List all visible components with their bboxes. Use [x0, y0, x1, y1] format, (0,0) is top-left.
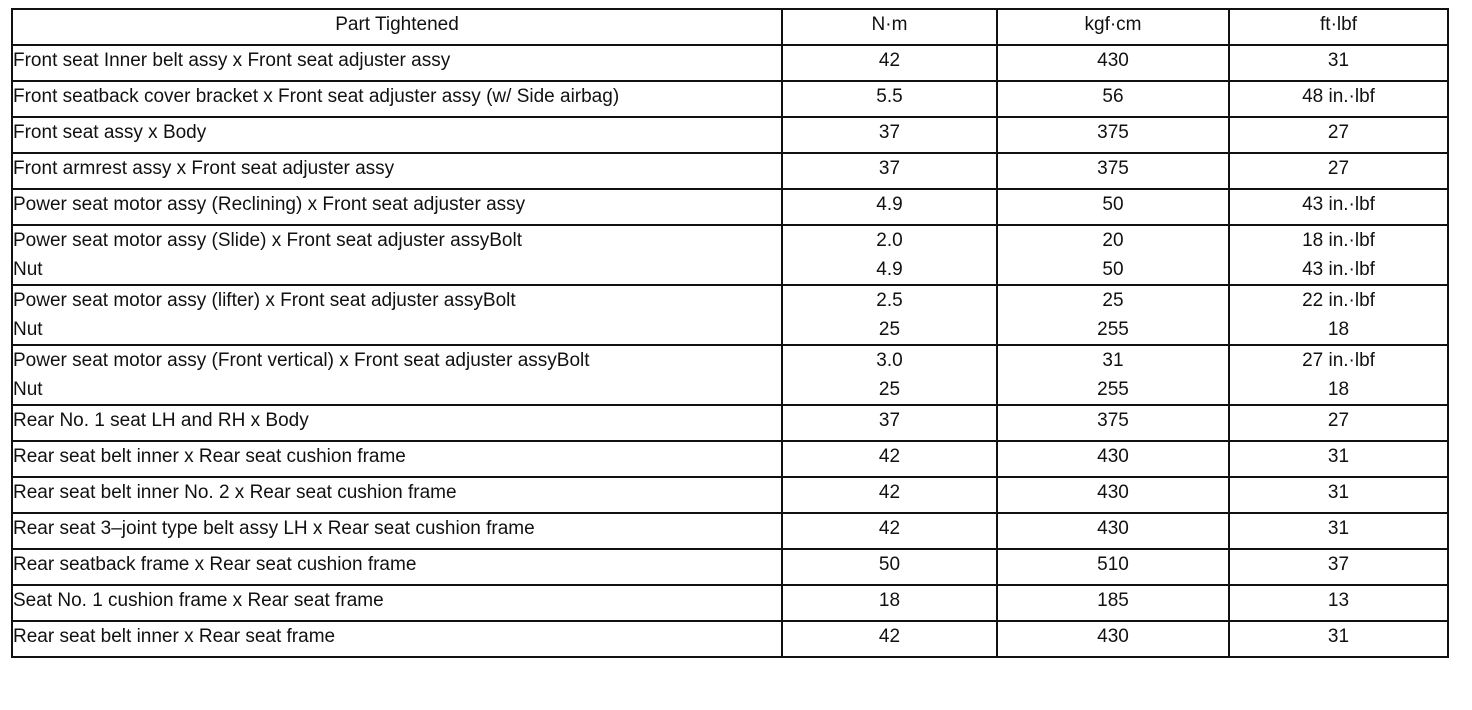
part-line [13, 255, 781, 284]
nm-cell: 18 [782, 585, 997, 621]
ft-lbf-cell: 31 [1229, 45, 1448, 81]
fastener-label: Bolt [556, 350, 590, 371]
table-row [12, 585, 1448, 621]
table-row [12, 549, 1448, 585]
kgf-cm-value: 31 [1102, 350, 1124, 371]
part-label: Power seat motor assy (lifter) x Front seat adjuster assy [13, 290, 483, 311]
kgf-cm-cell: 375 [997, 405, 1229, 441]
kgf-cm-value: 20 [1102, 230, 1124, 251]
part-cell: Rear seat belt inner x Rear seat frame [12, 621, 782, 657]
nm-value: 4.9 [876, 259, 903, 280]
ft-lbf-value: 43 in.·lbf [1302, 259, 1375, 280]
fastener-label: Nut [13, 259, 43, 280]
part-cell: Front seatback cover bracket x Front seat adjuster assy (w/ Side airbag) [12, 81, 782, 117]
ft-lbf-value: 18 [1327, 319, 1350, 340]
kgf-cm-cell: 430 [997, 621, 1229, 657]
part-cell: Rear No. 1 seat LH and RH x Body [12, 405, 782, 441]
kgf-cm-cell: 430 [997, 441, 1229, 477]
table-row [12, 405, 1448, 441]
table-row [12, 345, 1448, 405]
part-line [13, 315, 781, 344]
table-row [12, 285, 1448, 345]
ft-lbf-cell [1229, 345, 1448, 405]
part-cell [12, 345, 782, 405]
header-part-tightened: Part Tightened [12, 9, 782, 45]
ft-lbf-value: 18 in.·lbf [1302, 230, 1375, 251]
nm-cell: 42 [782, 45, 997, 81]
nm-cell: 37 [782, 153, 997, 189]
torque-spec-table [11, 8, 1449, 658]
part-line [13, 286, 781, 315]
table-row [12, 153, 1448, 189]
kgf-cm-cell: 185 [997, 585, 1229, 621]
ft-lbf-cell: 37 [1229, 549, 1448, 585]
table-row [12, 81, 1448, 117]
table-row [12, 45, 1448, 81]
nm-cell: 37 [782, 405, 997, 441]
ft-lbf-cell: 31 [1229, 477, 1448, 513]
fastener-label: Nut [13, 319, 43, 340]
table-row [12, 189, 1448, 225]
table-row [12, 225, 1448, 285]
nm-cell: 50 [782, 549, 997, 585]
nm-cell: 42 [782, 621, 997, 657]
ft-lbf-cell: 48 in.·lbf [1229, 81, 1448, 117]
fastener-label: Bolt [482, 290, 516, 311]
nm-value: 25 [878, 379, 901, 400]
ft-lbf-value: 27 in.·lbf [1302, 350, 1375, 371]
part-line [13, 226, 781, 255]
ft-lbf-cell [1229, 285, 1448, 345]
kgf-cm-value: 25 [1102, 290, 1124, 311]
fastener-label: Bolt [489, 230, 522, 251]
nm-cell: 42 [782, 441, 997, 477]
kgf-cm-cell: 430 [997, 45, 1229, 81]
ft-lbf-cell: 27 [1229, 117, 1448, 153]
kgf-cm-value: 50 [1102, 259, 1124, 280]
part-cell [12, 225, 782, 285]
ft-lbf-cell: 27 [1229, 405, 1448, 441]
header-row [12, 9, 1448, 45]
kgf-cm-cell: 375 [997, 153, 1229, 189]
kgf-cm-cell: 50 [997, 189, 1229, 225]
ft-lbf-cell: 31 [1229, 441, 1448, 477]
ft-lbf-cell: 43 in.·lbf [1229, 189, 1448, 225]
part-cell: Front armrest assy x Front seat adjuster assy [12, 153, 782, 189]
nm-value: 2.0 [876, 230, 903, 251]
nm-cell: 4.9 [782, 189, 997, 225]
header-nm: N·m [782, 9, 997, 45]
ft-lbf-cell: 27 [1229, 153, 1448, 189]
kgf-cm-cell [997, 285, 1229, 345]
nm-cell [782, 225, 997, 285]
nm-cell: 42 [782, 513, 997, 549]
nm-cell: 37 [782, 117, 997, 153]
part-cell: Front seat assy x Body [12, 117, 782, 153]
part-cell: Rear seat belt inner No. 2 x Rear seat cushion frame [12, 477, 782, 513]
part-label: Power seat motor assy (Front vertical) x Front seat adjuster assy [13, 350, 557, 371]
nm-cell [782, 345, 997, 405]
part-cell: Rear seatback frame x Rear seat cushion frame [12, 549, 782, 585]
kgf-cm-cell [997, 345, 1229, 405]
nm-cell: 5.5 [782, 81, 997, 117]
kgf-cm-cell: 56 [997, 81, 1229, 117]
ft-lbf-cell [1229, 225, 1448, 285]
ft-lbf-cell: 31 [1229, 513, 1448, 549]
ft-lbf-value: 22 in.·lbf [1302, 290, 1375, 311]
ft-lbf-value: 18 [1327, 379, 1350, 400]
part-cell: Seat No. 1 cushion frame x Rear seat frame [12, 585, 782, 621]
nm-cell: 42 [782, 477, 997, 513]
header-kgf-cm: kgf·cm [997, 9, 1229, 45]
kgf-cm-cell [997, 225, 1229, 285]
kgf-cm-value: 255 [1097, 319, 1129, 340]
table-row [12, 441, 1448, 477]
ft-lbf-cell: 31 [1229, 621, 1448, 657]
part-cell: Power seat motor assy (Reclining) x Front seat adjuster assy [12, 189, 782, 225]
nm-value: 3.0 [876, 350, 903, 371]
kgf-cm-cell: 430 [997, 513, 1229, 549]
table-body [12, 45, 1448, 657]
part-label: Power seat motor assy (Slide) x Front seat adjuster assy [13, 230, 490, 251]
part-cell [12, 285, 782, 345]
table-row [12, 477, 1448, 513]
part-cell: Rear seat 3–joint type belt assy LH x Rear seat cushion frame [12, 513, 782, 549]
kgf-cm-cell: 375 [997, 117, 1229, 153]
kgf-cm-cell: 430 [997, 477, 1229, 513]
kgf-cm-value: 255 [1097, 379, 1129, 400]
part-line [13, 375, 781, 404]
table-row [12, 117, 1448, 153]
nm-value: 2.5 [876, 290, 903, 311]
ft-lbf-cell: 13 [1229, 585, 1448, 621]
part-cell: Rear seat belt inner x Rear seat cushion frame [12, 441, 782, 477]
fastener-label: Nut [13, 379, 43, 400]
table-row [12, 621, 1448, 657]
nm-cell [782, 285, 997, 345]
part-cell: Front seat Inner belt assy x Front seat adjuster assy [12, 45, 782, 81]
part-line [13, 346, 781, 375]
nm-value: 25 [878, 319, 901, 340]
header-ft-lbf: ft·lbf [1229, 9, 1448, 45]
table-row [12, 513, 1448, 549]
kgf-cm-cell: 510 [997, 549, 1229, 585]
